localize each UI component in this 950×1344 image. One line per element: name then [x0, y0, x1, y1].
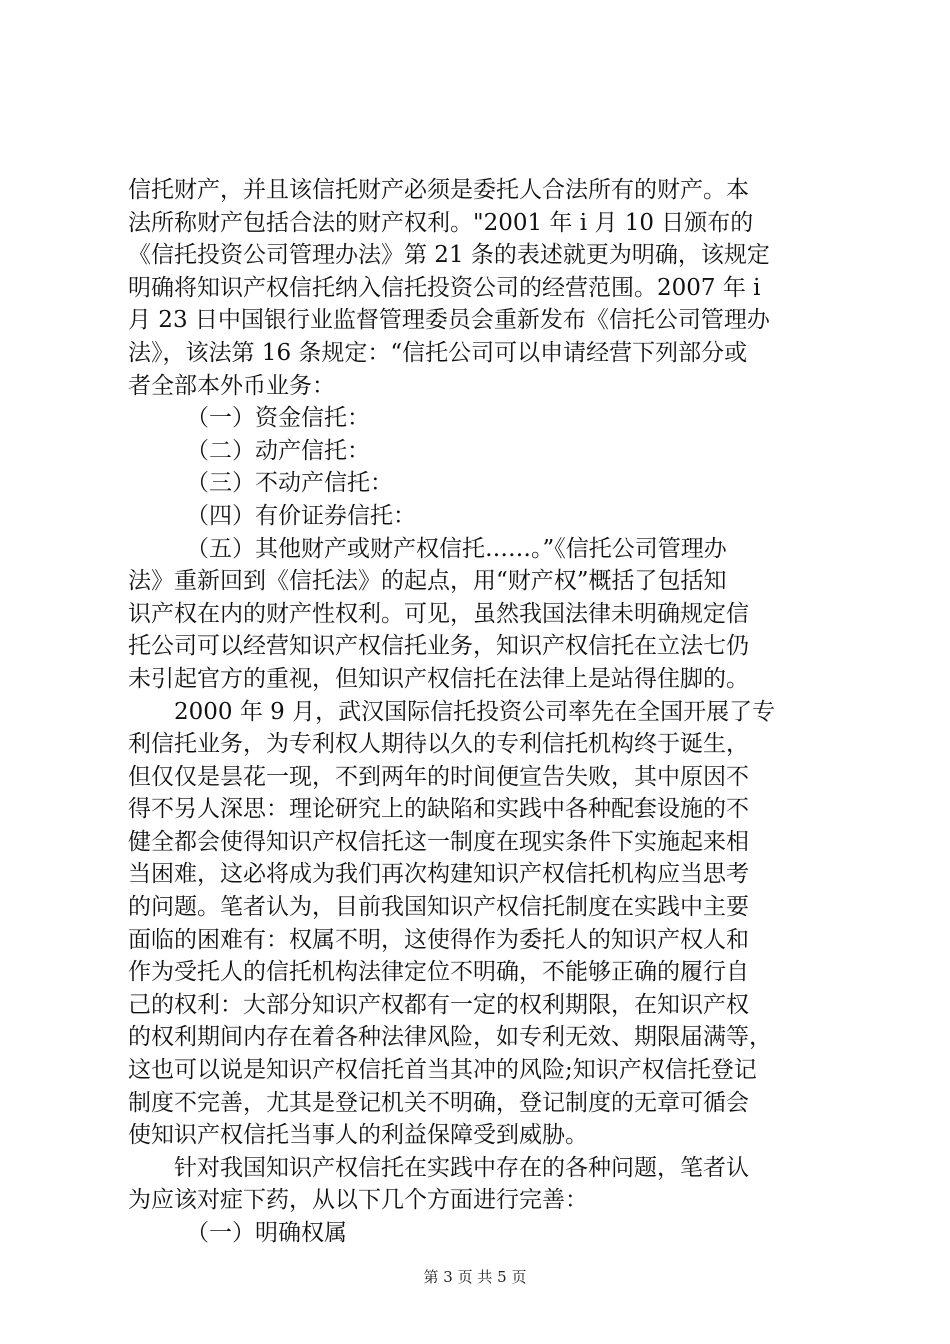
text-line: 但仅仅是昙花一现，不到两年的时间便宣告失败，其中原因不 [128, 763, 749, 790]
text-line: 者全部本外币业务： [128, 372, 335, 399]
text-line: 法所称财产包括合法的财产权利。"2001 年 i 月 10 日颁布的 [128, 209, 754, 236]
text-line: （五）其他财产或财产权信托……。”《信托公司管理办 [186, 535, 727, 562]
text-line: 得不另人深思：理论研究上的缺陷和实践中各种配套设施的不 [128, 796, 749, 823]
text-line: 健全都会使得知识产权信托这一制度在现实条件下实施起来相 [128, 828, 749, 855]
text-line: 月 23 日中国银行业监督管理委员会重新发布《信托公司管理办 [128, 307, 770, 334]
text-line: 法》，该法第 16 条规定：“信托公司可以申请经营下列部分或 [128, 339, 748, 366]
text-line: 的权利期间内存在着各种法律风险，如专利无效、期限届满等， [128, 1024, 772, 1051]
document-body [128, 174, 828, 1250]
text-line: 托公司可以经营知识产权信托业务，知识产权信托在立法七仍 [128, 633, 749, 660]
text-line: 法》重新回到《信托法》的起点，用“财产权”概括了包括知 [128, 568, 727, 595]
text-line: （一）资金信托： [186, 405, 370, 432]
text-line: 的问题。笔者认为，目前我国知识产权信托制度在实践中主要 [128, 894, 749, 921]
text-line: （二）动产信托： [186, 437, 370, 464]
text-line: （四）有价证券信托： [186, 502, 416, 529]
text-line: 制度不完善，尤其是登记机关不明确，登记制度的无章可循会 [128, 1089, 749, 1116]
text-line: 《信托投资公司管理办法》第 21 条的表述就更为明确，该规定 [128, 242, 770, 269]
text-line: 2000 年 9 月，武汉国际信托投资公司率先在全国开展了专 [174, 698, 776, 725]
text-line: 作为受托人的信托机构法律定位不明确，不能够正确的履行自 [128, 959, 749, 986]
text-line: 己的权利：大部分知识产权都有一定的权利期限，在知识产权 [128, 991, 749, 1018]
text-line: 明确将知识产权信托纳入信托投资公司的经营范围。2007 年 i [128, 274, 761, 301]
text-line: （三）不动产信托： [186, 470, 393, 497]
text-line: 识产权在内的财产性权利。可见，虽然我国法律未明确规定信 [128, 600, 749, 627]
text-line: 为应该对症下药，从以下几个方面进行完善： [128, 1187, 588, 1214]
text-line: 使知识产权信托当事人的利益保障受到威胁。 [128, 1122, 588, 1149]
text-line: （一）明确权属 [186, 1220, 347, 1246]
text-line: 面临的困难有：权属不明，这使得作为委托人的知识产权人和 [128, 926, 749, 953]
text-line: 这也可以说是知识产权信托首当其冲的风险;知识产权信托登记 [128, 1057, 757, 1084]
page-footer: 第 3 页 共 5 页 [423, 1268, 527, 1286]
text-line: 信托财产，并且该信托财产必须是委托人合法所有的财产。本 [128, 177, 749, 203]
text-line: 当困难，这必将成为我们再次构建知识产权信托机构应当思考 [128, 861, 749, 888]
text-line: 利信托业务，为专利权人期待以久的专利信托机构终于诞生， [128, 731, 749, 758]
text-line: 未引起官方的重视，但知识产权信托在法律上是站得住脚的。 [128, 665, 749, 692]
text-line: 针对我国知识产权信托在实践中存在的各种问题，笔者认 [174, 1154, 749, 1181]
